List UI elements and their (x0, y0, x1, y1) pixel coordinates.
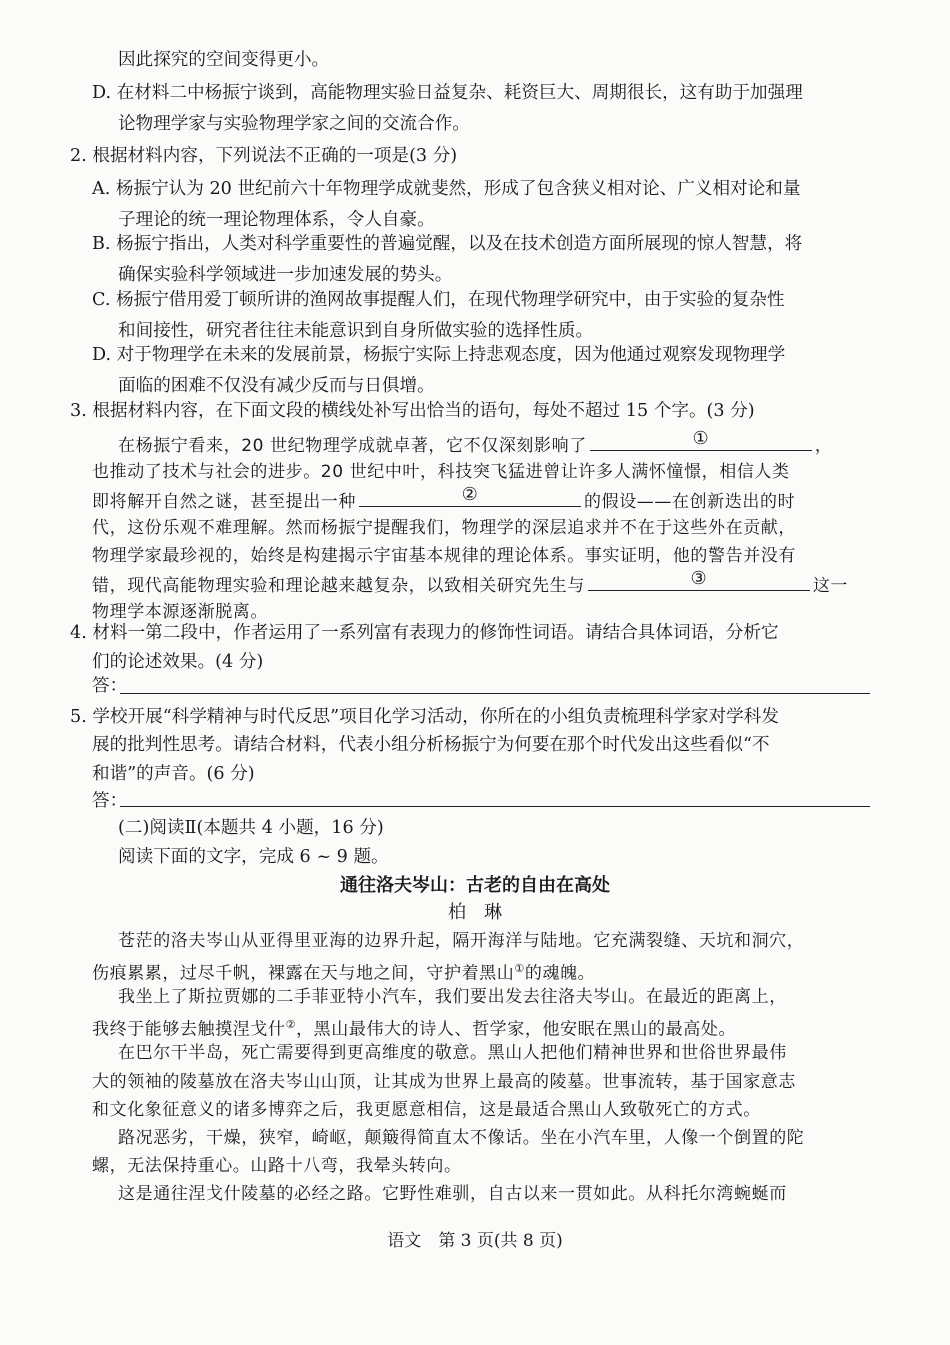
question-4: 4. 材料一第二段中，作者运用了一系列富有表现力的修饰性词语。请结合具体词语，分析它 (70, 623, 779, 643)
fill-text-line: 物理学本源逐渐脱离。 (92, 602, 268, 622)
article-line: 和文化象征意义的诸多博弈之后，我更愿意相信，这是最适合黑山人致敬死亡的方式。 (92, 1100, 761, 1120)
text-line: 展的批判性思考。请结合材料，代表小组分析杨振宁为何要在那个时代发出这些看似“不 (92, 735, 770, 755)
answer-line-5[interactable] (120, 806, 870, 807)
article-line: 苍茫的洛夫岑山从亚得里亚海的边界升起，隔开海洋与陆地。它充满裂缝、天坑和洞穴， (118, 931, 805, 951)
text-line: 们的论述效果。(4 分) (92, 652, 264, 672)
option-a: A. 杨振宁认为 20 世纪前六十年物理学成就斐然，形成了包含狭义相对论、广义相对论和量 (92, 179, 801, 199)
text-line: 和间接性，研究者往往未能意识到自身所做实验的选择性质。 (118, 321, 594, 341)
fill-text-line: 物理学家最珍视的，始终是构建揭示宇宙基本规律的理论体系。事实证明，他的警告并没有 (92, 546, 796, 566)
question-5: 5. 学校开展“科学精神与时代反思”项目化学习活动，你所在的小组负责梳理科学家对学科发 (70, 707, 779, 727)
option-d: D. 在材料二中杨振宁谈到，高能物理实验日益复杂、耗资巨大、周期很长，这有助于加强理 (92, 83, 803, 103)
answer-blank-3[interactable]: ③ (588, 570, 810, 591)
text-line: 面临的困难不仅没有减少反而与日俱增。 (118, 376, 435, 396)
article-line: 螺，无法保持重心。山路十八弯，我晕头转向。 (92, 1156, 462, 1176)
answer-label: 答： (92, 791, 128, 811)
question-3: 3. 根据材料内容，在下面文段的横线处补写出恰当的语句，每处不超过 15 个字。(3 分) (70, 401, 755, 421)
fill-text-line: 代，这份乐观不难理解。然而杨振宁提醒我们，物理学的深层追求并不在于这些外在贡献， (92, 518, 796, 538)
question-2: 2. 根据材料内容，下列说法不正确的一项是(3 分) (70, 146, 458, 166)
article-author: 柏 琳 (448, 902, 502, 923)
answer-blank-1[interactable]: ① (590, 430, 812, 451)
article-line: 路况恶劣，干燥，狭窄，崎岖，颠簸得简直太不像话。坐在小汽车里，人像一个倒置的陀 (118, 1128, 805, 1148)
article-line: 大的领袖的陵墓放在洛夫岑山山顶，让其成为世界上最高的陵墓。世事流转，基于国家意志 (92, 1072, 796, 1092)
text-line: 子理论的统一理论物理体系，令人自豪。 (118, 210, 435, 230)
article-line: 在巴尔干半岛，死亡需要得到更高维度的敬意。黑山人把他们精神世界和世俗世界最伟 (118, 1043, 787, 1063)
article-text: ，黑山最伟大的诗人、哲学家，他安眠在黑山的最高处。 (296, 1019, 737, 1040)
answer-line-4[interactable] (120, 693, 870, 694)
footnote-marker: ① (514, 962, 525, 975)
fill-text: 这一 (812, 576, 849, 596)
fill-text-line: 也推动了技术与社会的进步。20 世纪中叶，科技突飞猛进曾让许多人满怀憧憬，相信人类 (92, 462, 790, 482)
article-title: 通往洛夫岑山：古老的自由在高处 (340, 875, 610, 896)
page-footer: 语文 第 3 页(共 8 页) (387, 1231, 563, 1251)
article-line: 这是通往涅戈什陵墓的必经之路。它野性难驯，自古以来一贯如此。从科托尔湾蜿蜒而 (118, 1184, 787, 1204)
option-c: C. 杨振宁借用爱丁顿所讲的渔网故事提醒人们，在现代物理学研究中，由于实验的复杂性 (92, 290, 785, 310)
footnote-marker: ② (285, 1018, 297, 1031)
article-text: 我终于能够去触摸涅戈什 (92, 1019, 286, 1040)
section-heading: (二)阅读Ⅱ(本题共 4 小题，16 分) (118, 818, 384, 838)
fill-text-line (118, 430, 832, 460)
article-line: 我坐上了斯拉贾娜的二手菲亚特小汽车，我们要出发去往洛夫岑山。在最近的距离上， (118, 987, 787, 1007)
article-text: 的魂魄。 (524, 963, 596, 984)
fill-text: 即将解开自然之谜，甚至提出一种 (92, 492, 356, 512)
fill-text: ， (814, 436, 833, 456)
text-line: 确保实验科学领域进一步加速发展的势头。 (118, 265, 453, 285)
fill-text: 的假设——在创新迭出的时 (584, 492, 796, 512)
fill-text-line (92, 486, 795, 516)
answer-blank-2[interactable]: ② (359, 486, 581, 507)
article-text: 伤痕累累，过尽千帆，裸露在天与地之间，守护着黑山 (92, 963, 515, 984)
text-line: 因此探究的空间变得更小。 (118, 50, 330, 70)
text-line: 和谐”的声音。(6 分) (92, 764, 255, 784)
fill-text: 错，现代高能物理实验和理论越来越复杂，以致相关研究先生与 (92, 576, 585, 596)
instruction: 阅读下面的文字，完成 6 ~ 9 题。 (118, 847, 389, 867)
text-line: 论物理学家与实验物理学家之间的交流合作。 (118, 114, 470, 134)
option-d: D. 对于物理学在未来的发展前景，杨振宁实际上持悲观态度，因为他通过观察发现物理学 (92, 345, 786, 365)
answer-label: 答： (92, 676, 128, 696)
fill-text: 在杨振宁看来，20 世纪物理学成就卓著，它不仅深刻影响了 (118, 436, 587, 456)
fill-text-line (92, 570, 848, 600)
option-b: B. 杨振宁指出，人类对科学重要性的普遍觉醒，以及在技术创造方面所展现的惊人智慧，将 (92, 234, 803, 254)
